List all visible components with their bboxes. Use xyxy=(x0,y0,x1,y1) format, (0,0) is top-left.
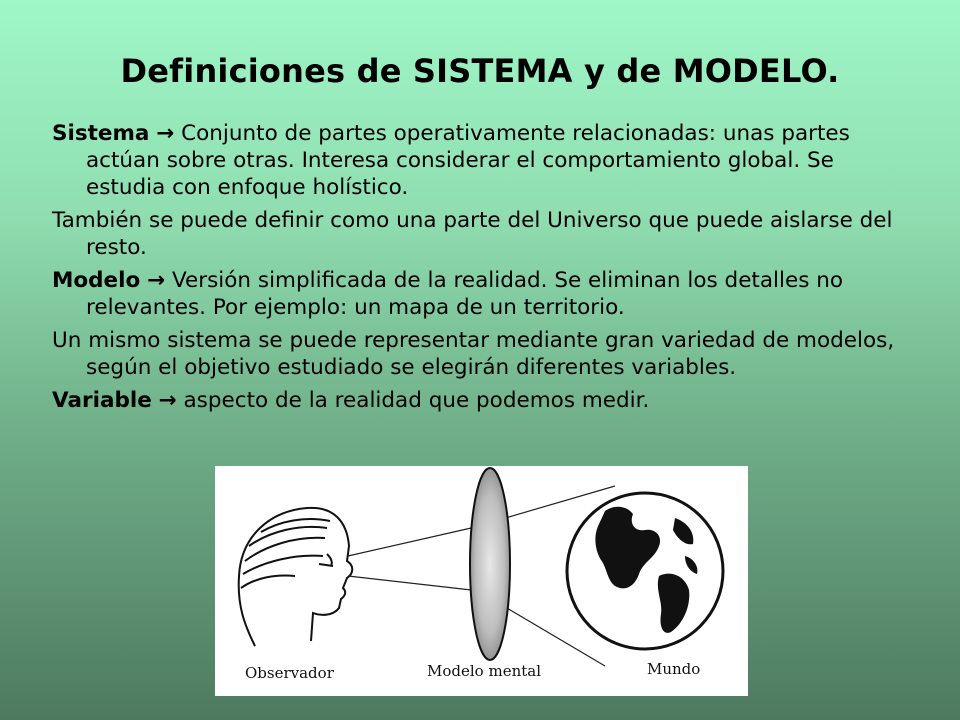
definition-sistema xyxy=(52,120,912,201)
arrow-icon: → xyxy=(156,121,175,146)
definition-variable-text: aspecto de la realidad que podemos medir. xyxy=(183,388,650,413)
caption-world: Mundo xyxy=(647,660,701,678)
arrow-icon: → xyxy=(147,268,166,293)
term-variable: Variable xyxy=(52,388,152,413)
globe-icon xyxy=(567,493,723,649)
definition-variable xyxy=(52,387,912,414)
definition-sistema-alt-text: También se puede definir como una parte del Universo que puede aislarse del resto. xyxy=(52,208,893,260)
observer-model-world-figure xyxy=(215,466,748,696)
definitions-text xyxy=(52,120,912,420)
term-modelo: Modelo xyxy=(52,268,141,293)
definition-sistema-alt xyxy=(52,207,912,261)
caption-model: Modelo mental xyxy=(427,662,541,680)
page-title: Definiciones de SISTEMA y de MODELO. xyxy=(120,52,840,90)
models-note xyxy=(52,327,912,381)
observer-head-icon xyxy=(239,508,353,646)
definition-modelo xyxy=(52,267,912,321)
mental-model-lens xyxy=(470,468,510,660)
definition-modelo-text: Versión simplificada de la realidad. Se eliminan los detalles no relevantes. Por ejemplo: un mapa de un territorio. xyxy=(86,268,844,320)
models-note-text: Un mismo sistema se puede representar mediante gran variedad de modelos, según el objetivo estudiado se elegirán diferentes variables. xyxy=(52,328,895,380)
definition-sistema-text: Conjunto de partes operativamente relacionadas: unas partes actúan sobre otras. Interesa considerar el comportamiento global. Se estudia con enfoque holístico. xyxy=(86,121,850,200)
arrow-icon: → xyxy=(158,388,177,413)
figure-illustration xyxy=(215,466,748,696)
term-sistema: Sistema xyxy=(52,121,150,146)
caption-observer: Observador xyxy=(245,664,334,682)
